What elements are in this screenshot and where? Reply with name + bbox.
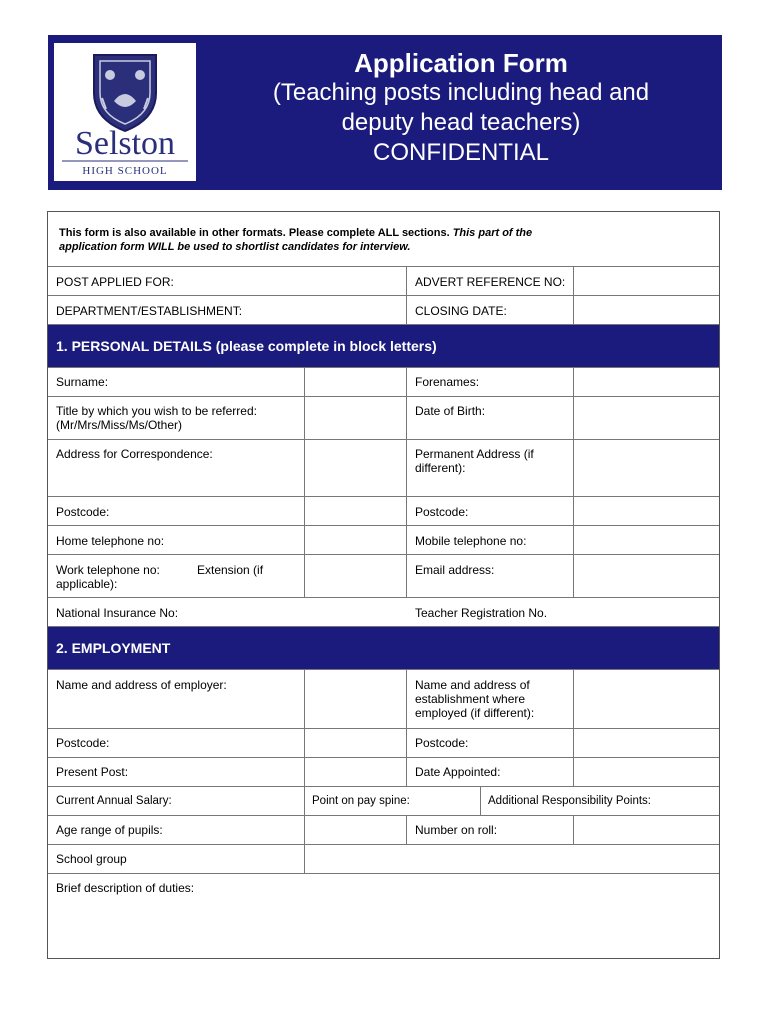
establishment-postcode-label: Postcode: bbox=[415, 736, 469, 750]
forenames-label: Forenames: bbox=[415, 375, 480, 389]
teacher-registration-label: Teacher Registration No. bbox=[415, 606, 548, 620]
address-label: Address for Correspondence: bbox=[56, 447, 213, 461]
mobile-telephone-label: Mobile telephone no: bbox=[415, 534, 527, 548]
employer-postcode-label: Postcode: bbox=[56, 736, 110, 750]
extension-label: Extension (if bbox=[197, 563, 264, 577]
employer-label: Name and address of employer: bbox=[56, 678, 227, 692]
page-subtitle-line-1: (Teaching posts including head and bbox=[272, 79, 650, 106]
application-form-table bbox=[47, 211, 720, 959]
logo-name: Selston bbox=[74, 125, 176, 162]
surname-label: Surname: bbox=[56, 375, 109, 389]
section-1-heading: 1. PERSONAL DETAILS (please complete in block letters) bbox=[48, 325, 719, 367]
dob-label: Date of Birth: bbox=[415, 404, 486, 418]
permanent-postcode-label: Postcode: bbox=[415, 505, 469, 519]
responsibility-points-label: Additional Responsibility Points: bbox=[488, 795, 652, 807]
form-intro-text: This form is also available in other formats. Please complete ALL sections. This part of the application form WILL be used to shortlist candidates for interview. bbox=[59, 227, 533, 253]
ni-number-label: National Insurance No: bbox=[56, 606, 179, 620]
work-telephone-label: Work telephone no: bbox=[56, 563, 160, 577]
salary-label: Current Annual Salary: bbox=[56, 795, 172, 807]
school-group-label: School group bbox=[56, 852, 127, 866]
present-post-label: Present Post: bbox=[56, 765, 129, 779]
section-2-heading: 2. EMPLOYMENT bbox=[48, 627, 719, 669]
email-label: Email address: bbox=[415, 563, 495, 577]
pay-spine-label: Point on pay spine: bbox=[312, 795, 410, 807]
post-applied-label: POST APPLIED FOR: bbox=[56, 275, 174, 289]
header-title-block bbox=[200, 48, 722, 168]
page-title: Application Form bbox=[354, 48, 568, 78]
number-on-roll-label: Number on roll: bbox=[415, 823, 498, 837]
extension-label-cont: applicable): bbox=[56, 577, 118, 591]
title-label: Title by which you wish to be referred: (Mr/Mrs/Miss/Ms/Other) bbox=[56, 404, 257, 432]
department-label: DEPARTMENT/ESTABLISHMENT: bbox=[56, 304, 243, 318]
page-subtitle-line-2: deputy head teachers) bbox=[341, 109, 581, 136]
date-appointed-label: Date Appointed: bbox=[415, 765, 501, 779]
school-logo bbox=[54, 43, 196, 181]
age-range-label: Age range of pupils: bbox=[56, 823, 163, 837]
confidential-label: CONFIDENTIAL bbox=[372, 139, 549, 166]
closing-date-label: CLOSING DATE: bbox=[415, 304, 507, 318]
duties-label: Brief description of duties: bbox=[56, 881, 195, 895]
postcode-label: Postcode: bbox=[56, 505, 110, 519]
school-crest-icon bbox=[54, 43, 196, 181]
advert-ref-label: ADVERT REFERENCE NO: bbox=[415, 275, 566, 289]
home-telephone-label: Home telephone no: bbox=[56, 534, 165, 548]
establishment-label: Name and address of establishment where employed (if different): bbox=[415, 678, 535, 720]
permanent-address-label: Permanent Address (if different): bbox=[415, 447, 534, 475]
logo-tagline: HIGH SCHOOL bbox=[82, 165, 168, 177]
